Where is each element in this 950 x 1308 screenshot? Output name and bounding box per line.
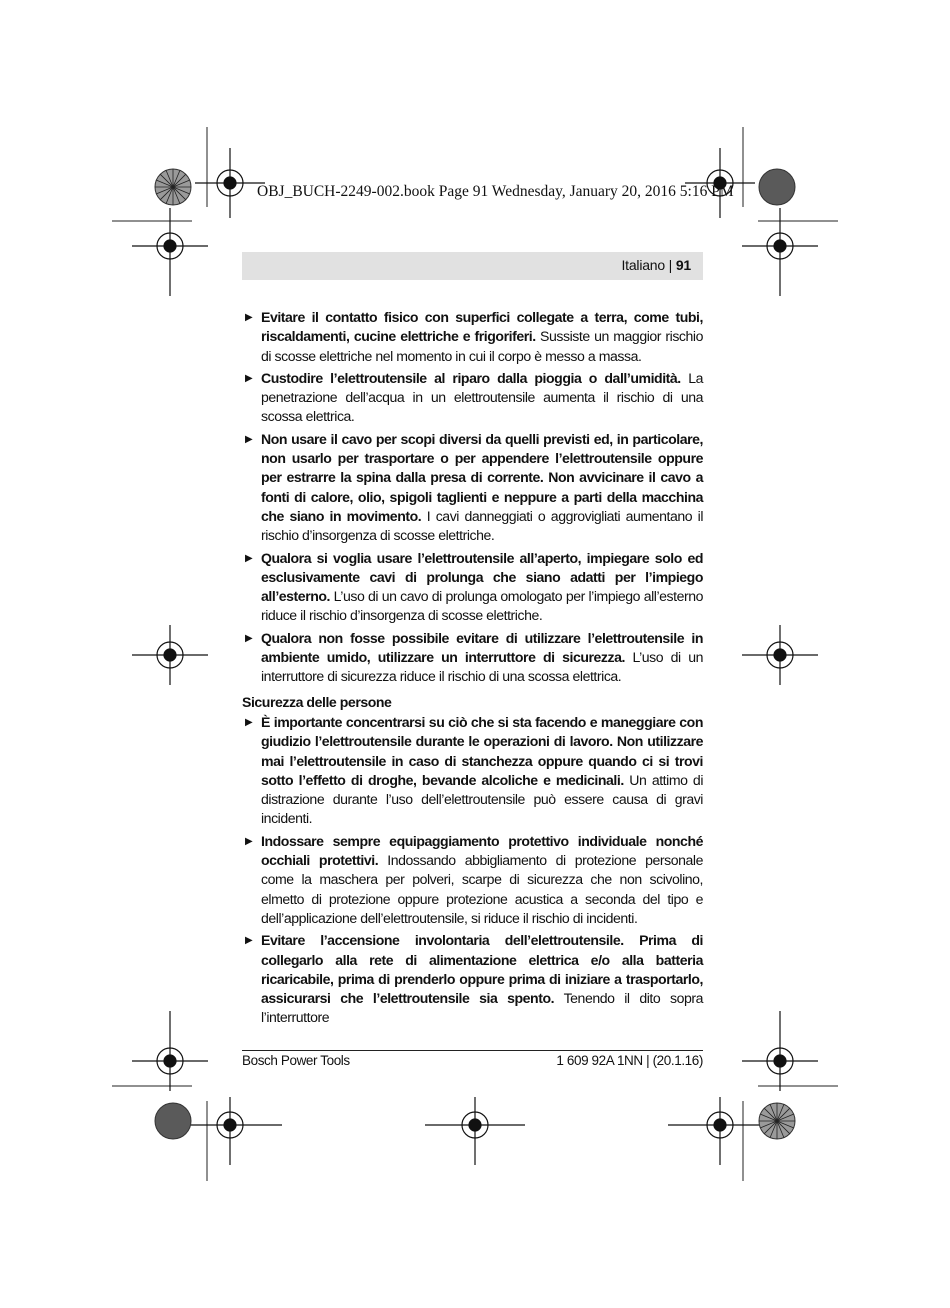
triangle-bullet-icon: ▶: [245, 552, 253, 564]
triangle-bullet-icon: ▶: [245, 935, 253, 947]
safety-bullet: [242, 629, 703, 687]
bullet-text: L’uso di un interruttore di sicurezza riduce il rischio di una scossa elettrica.: [261, 649, 703, 685]
print-slug: OBJ_BUCH-2249-002.book Page 91 Wednesday, January 20, 2016 5:16 PM: [257, 183, 734, 200]
footer-brand: Bosch Power Tools: [242, 1053, 350, 1068]
starburst-calibration-icon: [155, 169, 191, 205]
crosshair-registration-icon: [668, 1097, 768, 1165]
solid-calibration-icon: [759, 169, 795, 205]
section-heading: Sicurezza delle persone: [242, 693, 392, 710]
starburst-calibration-icon: [759, 1103, 795, 1139]
crosshair-registration-icon: [742, 1011, 818, 1091]
bullet-text: L’uso di un cavo di prolunga omologato per l’impiego all’esterno riduce il rischio d’insorgenza di scosse elettriche.: [261, 588, 703, 624]
safety-bullet: [242, 713, 703, 829]
safety-bullet: [242, 430, 703, 546]
footer-doc-number: 1 609 92A 1NN | (20.1.16): [556, 1053, 703, 1068]
bullet-bold-text: Qualora non fosse possibile evitare di utilizzare l’elettroutensile in ambiente umido, utilizzare un interruttore di sicurezza.: [261, 629, 703, 666]
triangle-bullet-icon: ▶: [245, 433, 253, 445]
triangle-bullet-icon: ▶: [245, 835, 253, 847]
triangle-bullet-icon: ▶: [245, 716, 253, 728]
bullet-bold-text: Indossare sempre equipaggiamento protettivo individuale nonché occhiali protettivi.: [261, 832, 703, 869]
crosshair-registration-icon: [182, 1097, 282, 1165]
footer-rule: [242, 1050, 703, 1051]
bullet-text: La penetrazione dell’acqua in un elettroutensile aumenta il rischio di una scossa elettrica.: [261, 369, 703, 425]
header-separator: |: [664, 257, 676, 273]
bullet-bold-text: Non usare il cavo per scopi diversi da quelli previsti ed, in particolare, non usarlo per trasportare o per appendere l’elettroutensile oppure per estrarre la spina dalla presa di corrente. Non avvicinare il cavo a fonti di calore, olio, spigoli taglienti e neppure a parti della macchina che siano in movimento.: [261, 430, 703, 524]
crosshair-registration-icon: [425, 1097, 525, 1165]
crosshair-registration-icon: [132, 625, 208, 685]
body-text: [242, 308, 703, 1031]
bullet-bold-text: Evitare l’accensione involontaria dell’elettroutensile. Prima di collegarlo alla rete di alimentazione elettrica e/o alla batteria ricaricabile, prima di prenderlo oppure prima di iniziare a trasportarlo, assicurarsi che l’elettroutensile sia spento.: [261, 932, 703, 1007]
triangle-bullet-icon: ▶: [245, 632, 253, 644]
triangle-bullet-icon: ▶: [245, 312, 253, 323]
safety-bullet: [242, 369, 703, 427]
bullet-bold-text: È importante concentrarsi su ciò che si sta facendo e maneggiare con giudizio l’elettroutensile durante le operazioni di lavoro. Non utilizzare mai l’elettroutensile in caso di stanchezza oppure quando ci si trovi sotto l’effetto di droghe, bevande alcoliche e medicinali.: [261, 713, 703, 788]
solid-calibration-icon: [155, 1103, 191, 1139]
running-header: [242, 252, 703, 280]
triangle-bullet-icon: ▶: [245, 372, 253, 384]
bullet-text: Sussiste un maggior rischio di scosse elettriche nel momento in cui il corpo è messo a massa.: [261, 328, 703, 364]
bullet-text: Un attimo di distrazione durante l’uso dell’elettroutensile può essere causa di gravi incidenti.: [261, 771, 704, 827]
page-number: 91: [675, 257, 691, 273]
bullet-bold-text: Evitare il contatto fisico con superfici collegate a terra, come tubi, riscaldamenti, cucine elettriche e frigoriferi.: [261, 309, 703, 345]
safety-bullet: [242, 549, 703, 626]
bullet-bold-text: Qualora si voglia usare l’elettroutensile all’aperto, impiegare solo ed esclusivamente cavi di prolunga che siano adatti per l’impiego all’esterno.: [261, 549, 703, 605]
bullet-text: Indossando abbigliamento di protezione personale come la maschera per polveri, scarpe di sicurezza che non scivolino, elmetto di protezione oppure protezione acustica a seconda del tipo e dell’applicazione dell’elettroutensile, si riduce il rischio di incidenti.: [261, 852, 703, 926]
header-label: [621, 257, 691, 273]
crosshair-registration-icon: [132, 1011, 208, 1091]
bullet-bold-text: Custodire l’elettroutensile al riparo dalla pioggia o dall’umidità.: [261, 369, 681, 386]
safety-bullet: [242, 832, 703, 928]
crosshair-registration-icon: [195, 148, 265, 218]
safety-bullet: [242, 931, 703, 1027]
safety-bullet: [242, 308, 703, 366]
bullet-text: I cavi danneggiati o aggrovigliati aumentano il rischio d’insorgenza di scosse elettriche.: [261, 507, 704, 544]
header-language: Italiano: [621, 257, 665, 273]
crosshair-registration-icon: [742, 625, 818, 685]
bullet-text: Tenendo il dito sopra l’interruttore: [261, 990, 703, 1026]
